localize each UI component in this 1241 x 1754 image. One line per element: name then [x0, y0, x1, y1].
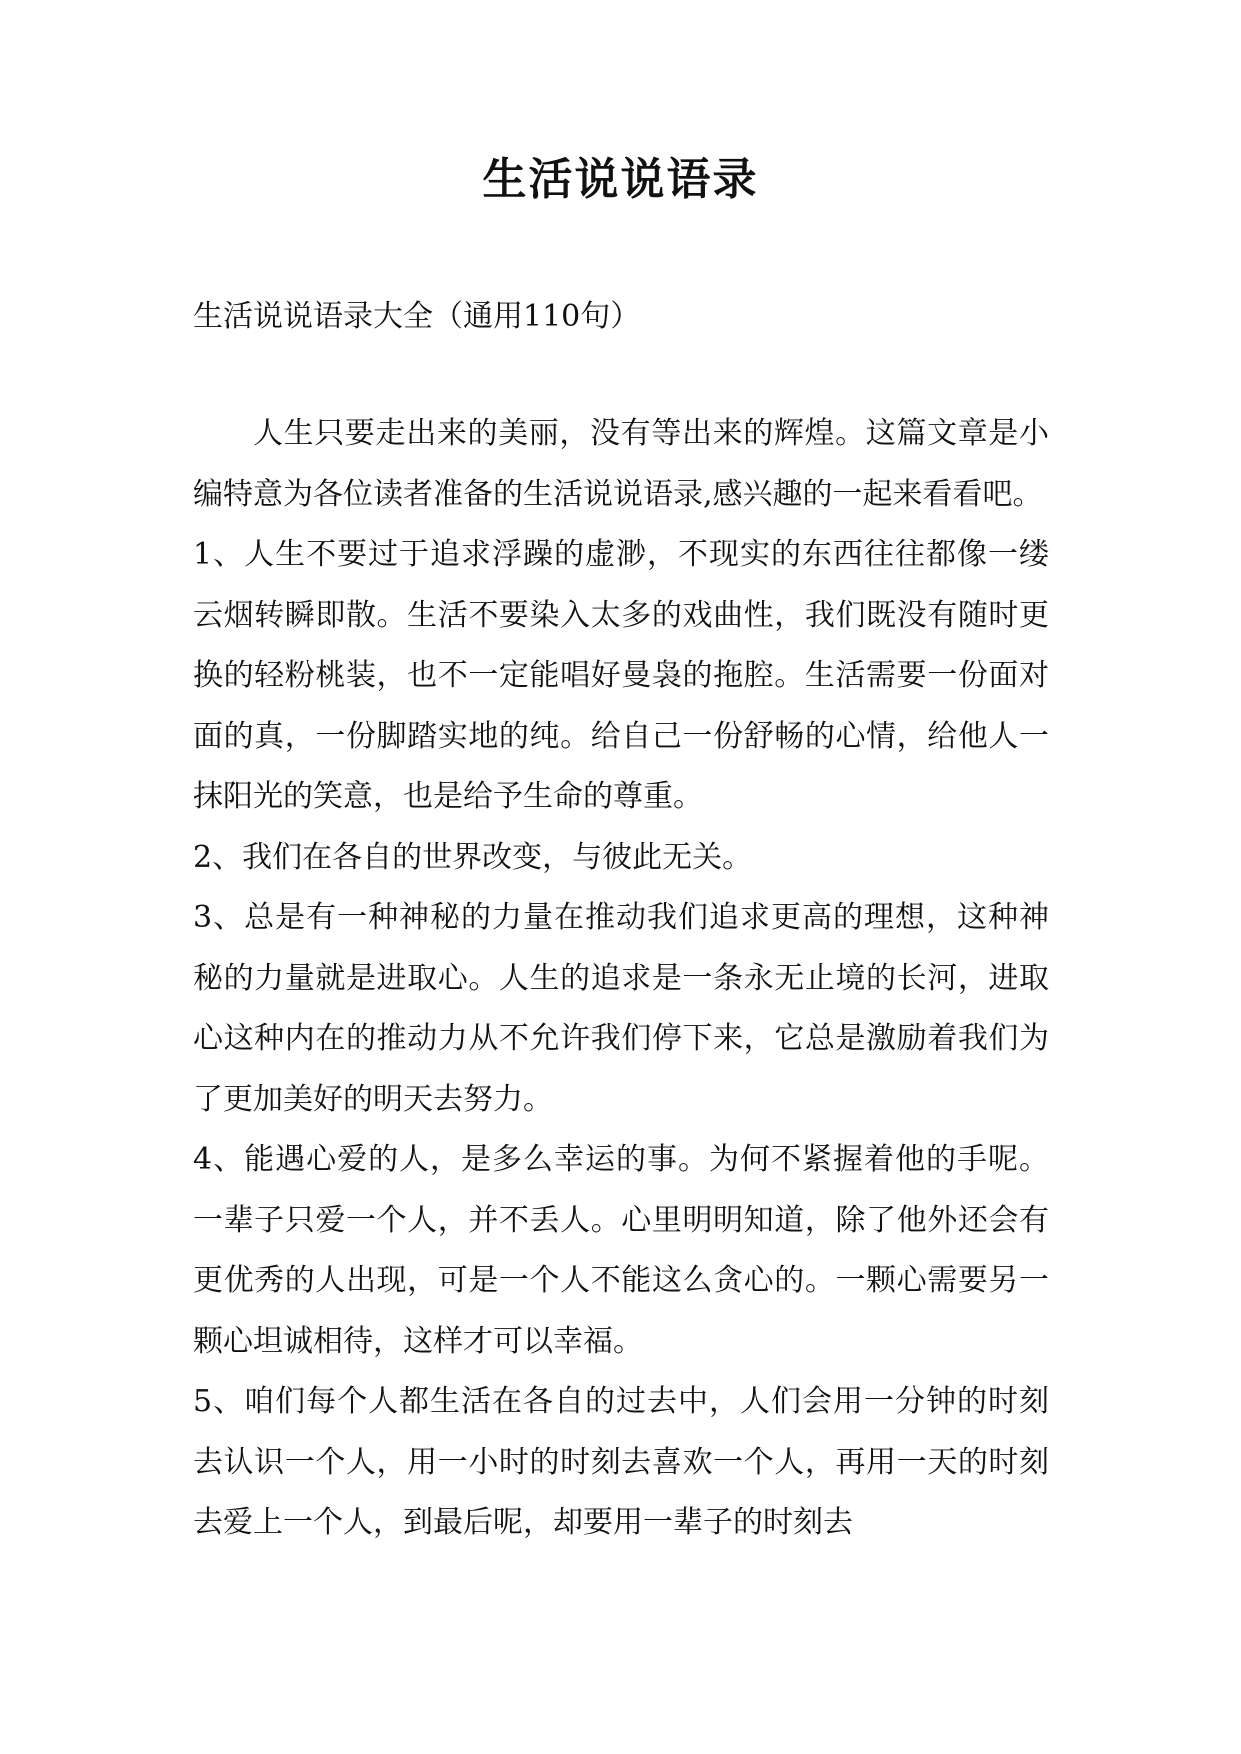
document-subtitle: 生活说说语录大全（通用110句）: [193, 299, 641, 334]
document-body: [193, 404, 1049, 1554]
document-title: 生活说说语录: [482, 154, 759, 205]
intro-paragraph: 人生只要走出来的美丽，没有等出来的辉煌。这篇文章是小编特意为各位读者准备的生活说说语录,感兴趣的一起来看看吧。: [193, 416, 1049, 512]
quote-item-1: 1、人生不要过于追求浮躁的虚渺，不现实的东西往往都像一缕云烟转瞬即散。生活不要染入太多的戏曲性，我们既没有随时更换的轻粉桃装，也不一定能唱好曼袅的拖腔。生活需要一份面对面的真，一份脚踏实地的纯。给自己一份舒畅的心情，给他人一抹阳光的笑意，也是给予生命的尊重。: [193, 537, 1049, 814]
quote-item-4: 4、能遇心爱的人，是多么幸运的事。为何不紧握着他的手呢。一辈子只爱一个人，并不丢人。心里明明知道，除了他外还会有更优秀的人出现，可是一个人不能这么贪心的。一颗心需要另一颗心坦诚相待，这样才可以幸福。: [193, 1142, 1049, 1359]
quote-item-3: 3、总是有一种神秘的力量在推动我们追求更高的理想，这种神秘的力量就是进取心。人生的追求是一条永无止境的长河，进取心这种内在的推动力从不允许我们停下来，它总是激励着我们为了更加美好的明天去努力。: [193, 900, 1049, 1117]
quote-item-5: 5、咱们每个人都生活在各自的过去中，人们会用一分钟的时刻去认识一个人，用一小时的时刻去喜欢一个人，再用一天的时刻去爱上一个人，到最后呢，却要用一辈子的时刻去: [193, 1384, 1049, 1540]
quote-item-2: 2、我们在各自的世界改变，与彼此无关。: [193, 839, 753, 875]
